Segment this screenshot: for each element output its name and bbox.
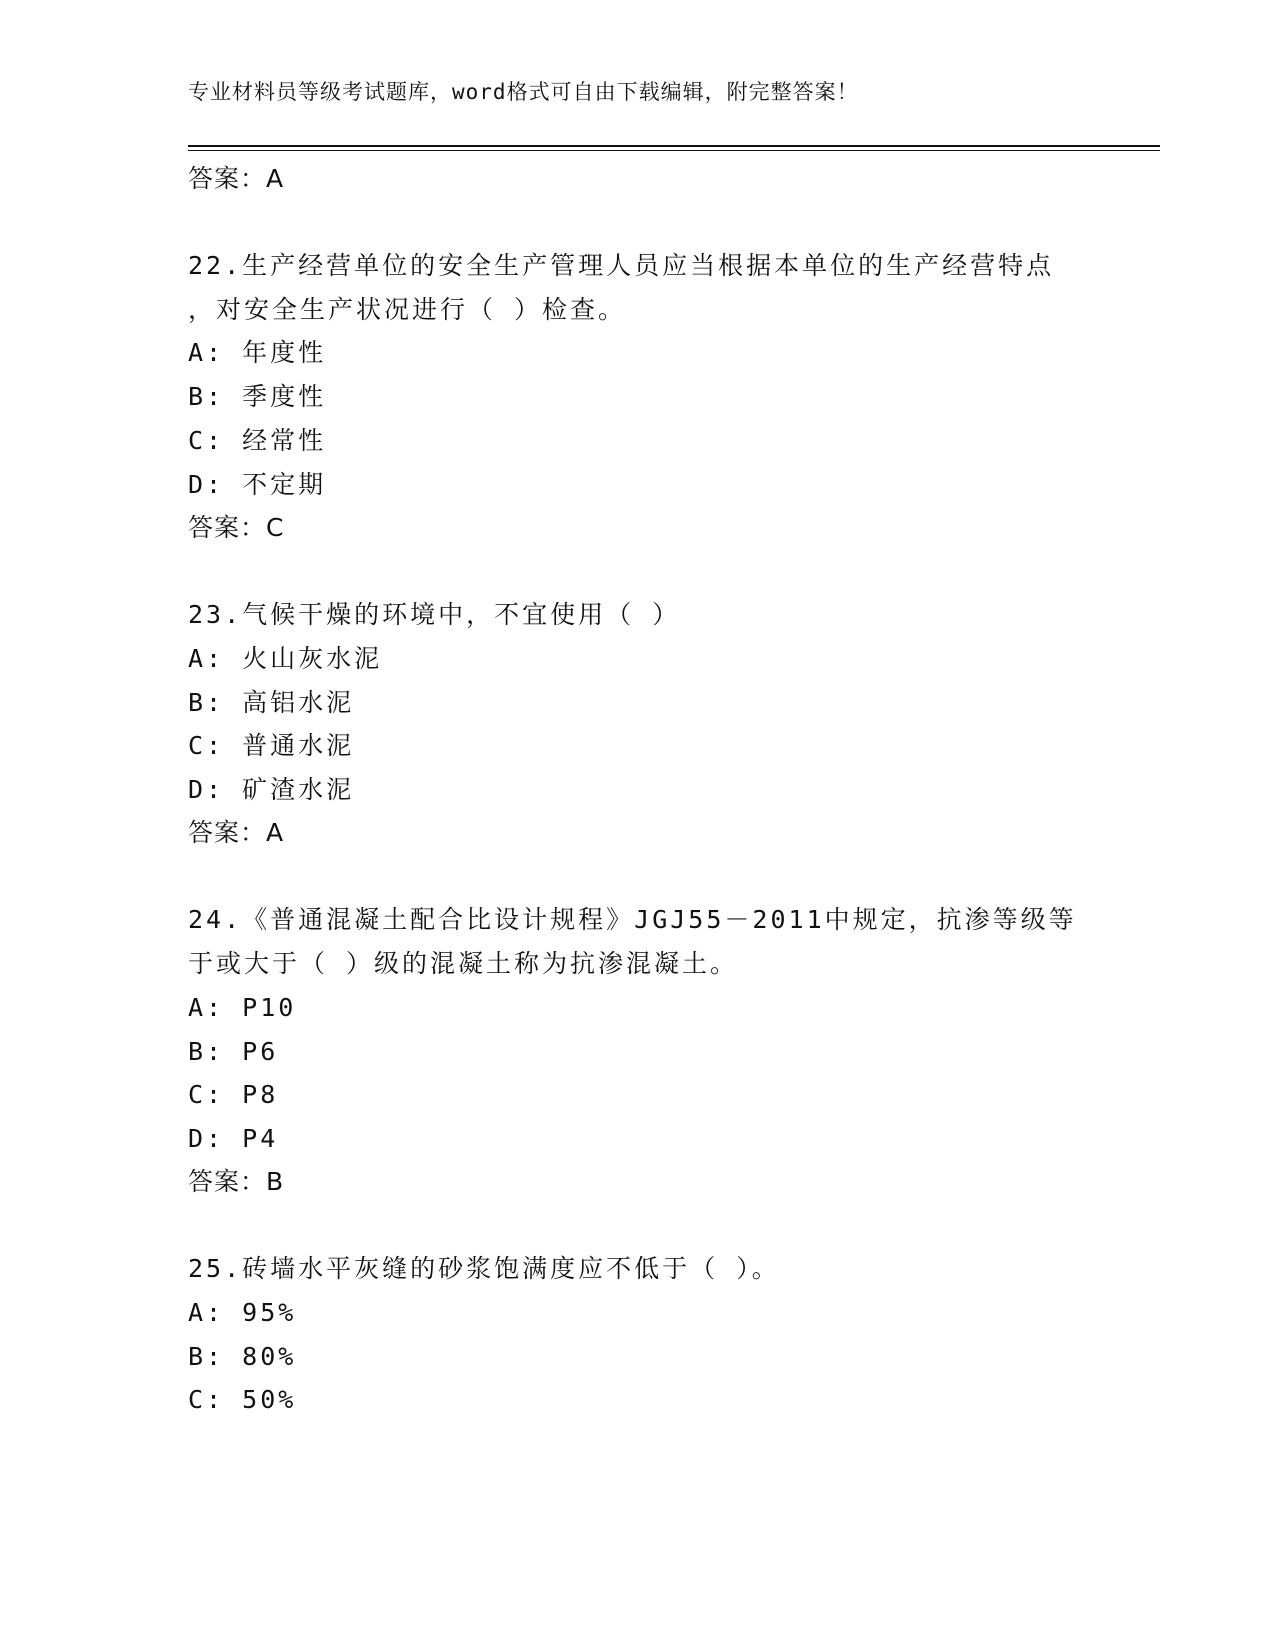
- question-25-line-1: 25.砖墙水平灰缝的砂浆饱满度应不低于（ ）。: [188, 1254, 780, 1283]
- question-25-option-b: B: 80%: [188, 1342, 297, 1371]
- answer-23: 答案：A: [188, 818, 285, 847]
- question-23-option-a: A: 火山灰水泥: [188, 644, 383, 673]
- question-24-option-b: B: P6: [188, 1037, 279, 1066]
- question-25-option-a: A: 95%: [188, 1298, 297, 1327]
- question-23-line-1: 23.气候干燥的环境中，不宜使用（ ）: [188, 600, 681, 629]
- question-23-option-b: B: 高铝水泥: [188, 688, 355, 717]
- header-rule: [188, 145, 1160, 151]
- question-24-line-1: 24.《普通混凝土配合比设计规程》JGJ55－2011中规定，抗渗等级等: [188, 905, 1077, 934]
- question-25-option-c: C: 50%: [188, 1385, 297, 1414]
- question-24-option-d: D: P4: [188, 1124, 279, 1153]
- answer-21: 答案：A: [188, 164, 285, 193]
- question-22-option-a: A: 年度性: [188, 338, 327, 367]
- page-header: 专业材料员等级考试题库，word格式可自由下载编辑，附完整答案！: [188, 80, 859, 104]
- question-24-line-2: 于或大于（ ）级的混凝土称为抗渗混凝土。: [188, 949, 739, 978]
- question-22-option-b: B: 季度性: [188, 382, 327, 411]
- question-23-option-d: D: 矿渣水泥: [188, 775, 355, 804]
- question-22-line-2: ，对安全生产状况进行（ ）检查。: [188, 295, 627, 324]
- question-22-option-c: C: 经常性: [188, 426, 327, 455]
- question-22-line-1: 22.生产经营单位的安全生产管理人员应当根据本单位的生产经营特点: [188, 251, 1055, 280]
- answer-24: 答案：B: [188, 1167, 285, 1196]
- question-23-option-c: C: 普通水泥: [188, 731, 355, 760]
- question-24-option-c: C: P8: [188, 1080, 279, 1109]
- question-22-option-d: D: 不定期: [188, 470, 327, 499]
- answer-22: 答案：C: [188, 513, 285, 542]
- question-24-option-a: A: P10: [188, 993, 297, 1022]
